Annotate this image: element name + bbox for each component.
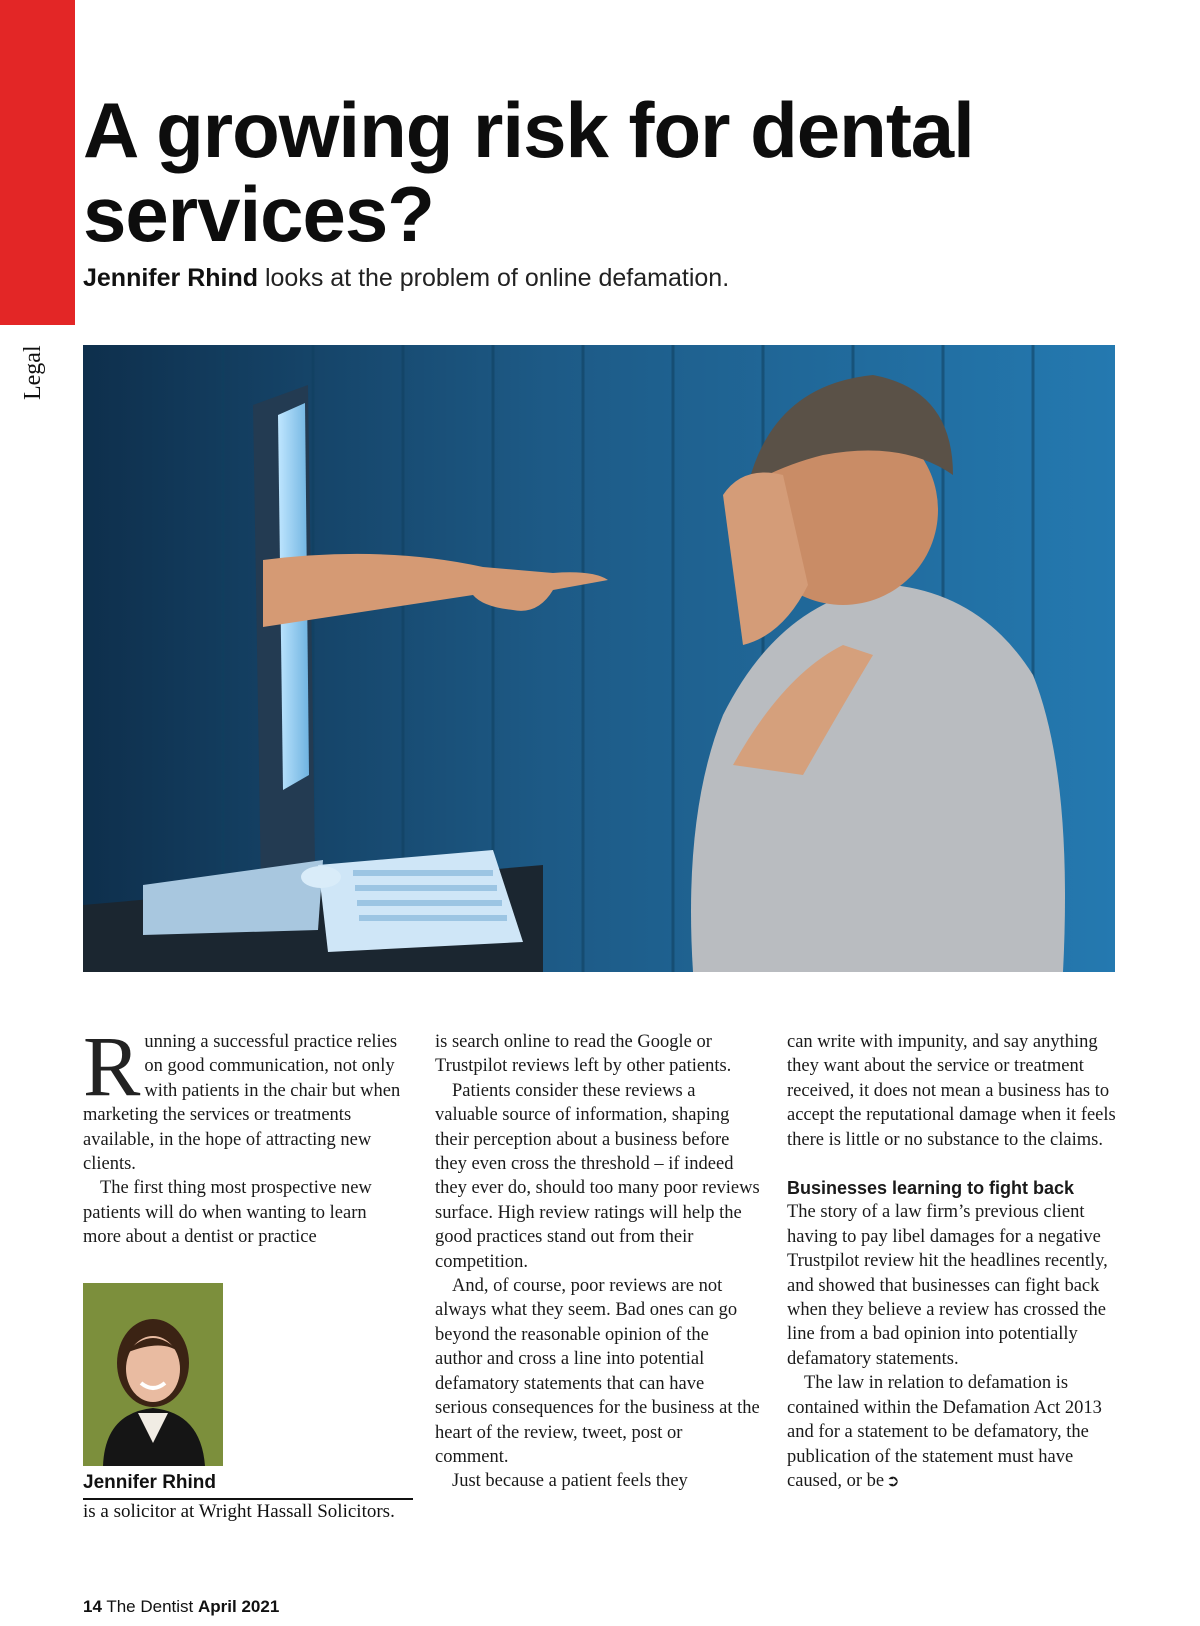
drop-cap: R bbox=[83, 1018, 141, 1114]
column3-paragraph-2: The story of a law firm’s previous client having to pay libel damages for a negative Trustpilot review hit the headlines recently, and showed that businesses can fight back when they believe a review has crossed the line from a bad opinion into potentially defamatory statements. bbox=[787, 1202, 1108, 1369]
column1-paragraph-1: unning a successful practice relies on good communication, not only with patients in the chair but when marketing the services or treatments available, in the hope of attracting new clients. bbox=[83, 1032, 401, 1175]
issue-date: April 2021 bbox=[198, 1597, 280, 1616]
column2-paragraph-4: Just because a patient feels they bbox=[452, 1471, 688, 1492]
standfirst-text: looks at the problem of online defamation. bbox=[258, 264, 730, 292]
column3-paragraph-1: can write with impunity, and say anything they want about the service or treatment received, it does not mean a business has to accept the reputational damage when it feels there is little or no substance to the claims. bbox=[787, 1032, 1116, 1150]
section-label: Legal bbox=[20, 345, 46, 400]
continue-arrow-icon: ➲ bbox=[886, 1472, 900, 1490]
author-bio: is a solicitor at Wright Hassall Solicitors. bbox=[83, 1501, 395, 1522]
column1-paragraph-2: The first thing most prospective new patients will do when wanting to learn more about a dentist or practice bbox=[83, 1178, 372, 1248]
column2-paragraph-3: And, of course, poor reviews are not always what they seem. Bad ones can go beyond the reasonable opinion of the author and cross a line into potential defamatory statements that can have serious consequences for the business at the heart of the review, tweet, post or comment. bbox=[435, 1276, 760, 1467]
page-footer bbox=[83, 1596, 279, 1618]
page-number: 14 bbox=[83, 1597, 102, 1616]
column3-paragraph-3-text: The law in relation to defamation is contained within the Defamation Act 2013 and for a statement to be defamatory, the publication of the statement must have caused, or be bbox=[787, 1373, 1102, 1491]
article-column-3 bbox=[787, 1030, 1117, 1494]
hero-illustration bbox=[83, 345, 1115, 972]
section-subheading: Businesses learning to fight back bbox=[787, 1178, 1075, 1199]
author-portrait bbox=[83, 1283, 223, 1466]
column2-paragraph-1: is search online to read the Google or Trustpilot reviews left by other patients. bbox=[435, 1032, 732, 1077]
section-color-bar bbox=[0, 0, 75, 325]
article-title: A growing risk for dental services? bbox=[83, 86, 974, 258]
standfirst-author: Jennifer Rhind bbox=[83, 264, 259, 292]
author-photo bbox=[83, 1283, 223, 1466]
author-name: Jennifer Rhind bbox=[83, 1470, 413, 1500]
article-column-1 bbox=[83, 1018, 401, 1250]
column2-paragraph-2: Patients consider these reviews a valuable source of information, shaping their perception about a business before they even cross the threshold – if indeed they ever do, should too many poor reviews surface. High review ratings will help the good practices stand out from their competition. bbox=[435, 1080, 760, 1272]
article-column-2 bbox=[435, 1030, 760, 1494]
publication-name: The Dentist bbox=[106, 1597, 194, 1616]
column3-paragraph-3 bbox=[787, 1371, 1117, 1494]
standfirst bbox=[83, 262, 1133, 294]
hero-image bbox=[83, 345, 1115, 972]
